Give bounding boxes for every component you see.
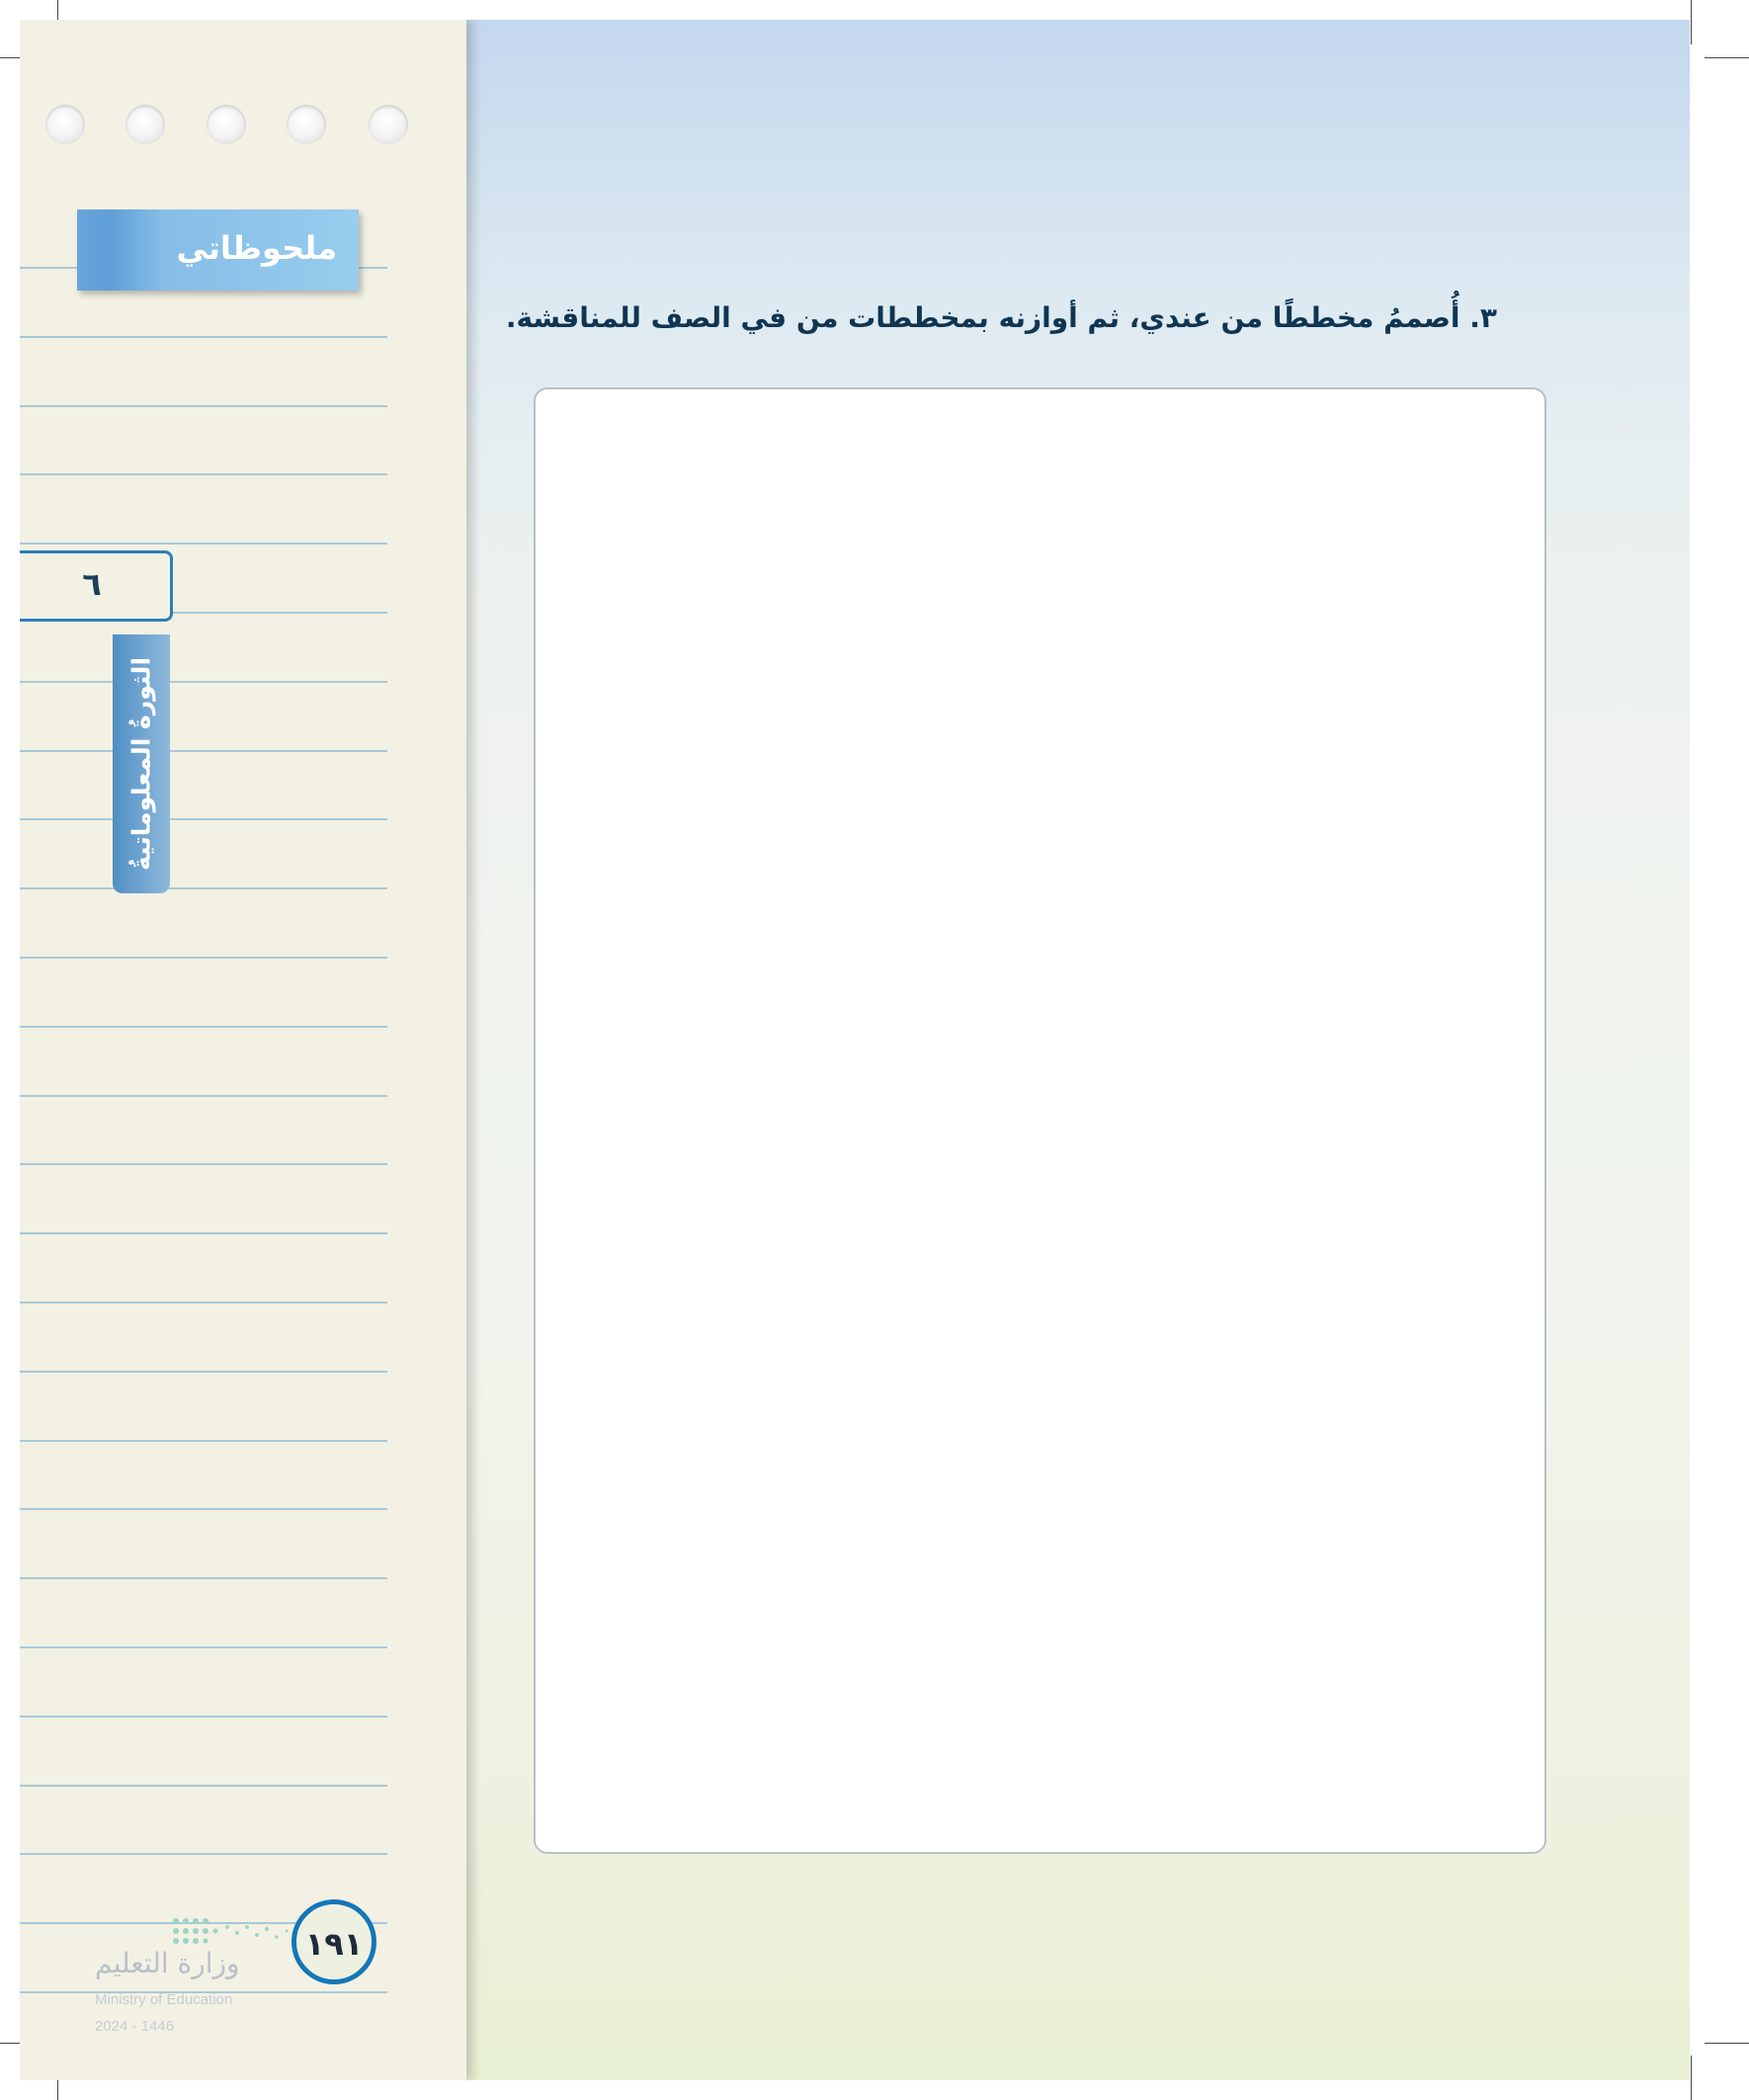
ruled-line xyxy=(20,681,387,683)
ruled-line xyxy=(20,1853,387,1855)
binder-hole xyxy=(125,105,165,144)
binder-hole xyxy=(369,105,408,144)
ruled-line xyxy=(20,405,387,407)
ruled-line xyxy=(20,1646,387,1648)
ruled-line xyxy=(20,818,387,820)
unit-number-box xyxy=(20,550,173,622)
ruled-line xyxy=(20,887,387,889)
ruled-line xyxy=(20,1785,387,1787)
ruled-line xyxy=(20,336,387,338)
ruled-line xyxy=(20,1095,387,1097)
unit-number: ٦ xyxy=(82,565,102,603)
ruled-line xyxy=(20,1302,387,1303)
page-number: ١٩١ xyxy=(304,1925,364,1963)
notes-sidebar xyxy=(20,20,466,2080)
ruled-line xyxy=(20,1371,387,1373)
ruled-line xyxy=(20,1716,387,1718)
chapter-tab xyxy=(113,634,170,893)
crop-mark xyxy=(1705,2043,1749,2044)
ruled-line xyxy=(20,543,387,545)
ruled-line xyxy=(20,750,387,752)
ruled-line xyxy=(20,1163,387,1165)
ruled-line xyxy=(20,1440,387,1442)
crop-mark xyxy=(1691,2056,1692,2100)
ministry-name-english: Ministry of Education xyxy=(95,1991,233,2008)
notes-heading: ملحوظاتي xyxy=(176,229,337,267)
binder-hole xyxy=(45,105,85,144)
ruled-line xyxy=(20,473,387,475)
crop-mark xyxy=(1705,57,1749,58)
answer-box[interactable] xyxy=(534,387,1546,1854)
ministry-logo-icon xyxy=(168,1915,296,1951)
ruled-line xyxy=(20,957,387,959)
question-3: ٣. أُصممُ مخططًا من عندي، ثم أوازنه بمخططات من في الصف للمناقشة. xyxy=(505,301,1497,334)
page-number-badge xyxy=(292,1899,376,1984)
notes-heading-tab xyxy=(77,210,359,291)
ruled-line xyxy=(20,1232,387,1234)
textbook-page xyxy=(20,20,1690,2080)
main-content xyxy=(466,20,1690,2080)
binder-hole xyxy=(207,105,246,144)
ministry-name-arabic: وزارة التعليم xyxy=(95,1947,240,1979)
ruled-line xyxy=(20,1508,387,1510)
chapter-title: الثورةُ المعلوماتيةُ xyxy=(126,656,156,872)
ruled-line xyxy=(20,1026,387,1028)
ministry-year: 2024 - 1446 xyxy=(95,2018,175,2035)
crop-mark xyxy=(1691,0,1692,44)
ruled-line xyxy=(20,1577,387,1579)
binder-hole xyxy=(287,105,326,144)
